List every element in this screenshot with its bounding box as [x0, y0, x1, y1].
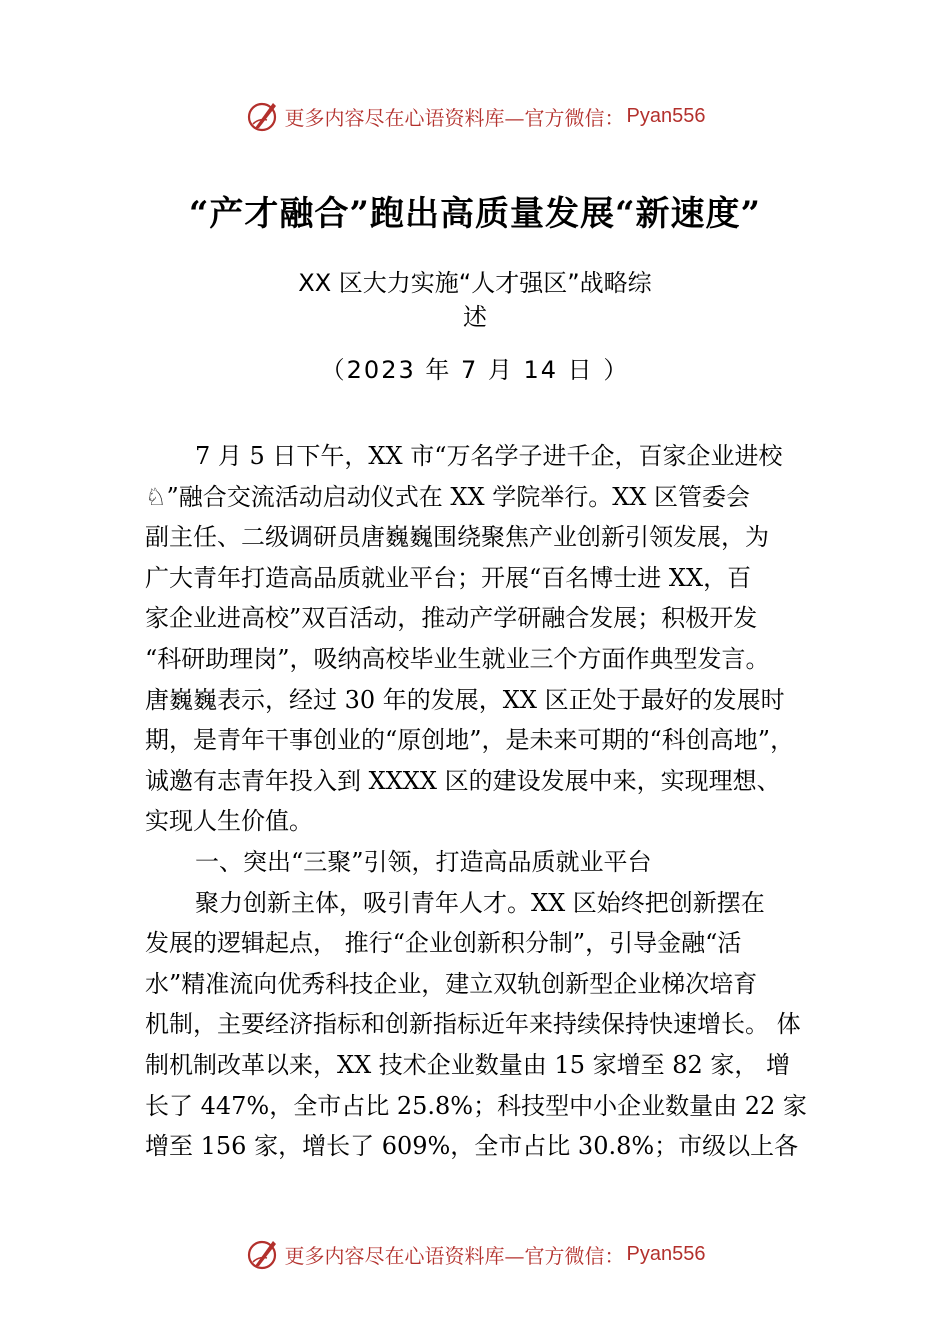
body-line: 制机制改革以来，XX 技术企业数量由 15 家增至 82 家， 增	[145, 1050, 791, 1079]
body-line: 7 月 5 日下午，XX 市“万名学子进千企，百家企业进校	[195, 442, 783, 470]
body-line: 长了 447%，全市占比 25.8%；科技型中小企业数量由 22 家	[145, 1091, 807, 1120]
body-line: 诚邀有志青年投入到 XXXX 区的建设发展中来，实现理想、	[145, 766, 781, 795]
document-title: “产才融合”跑出高质量发展“新速度”	[188, 194, 762, 234]
body-line: 期，是青年干事创业的“原创地”，是未来可期的“科创高地”，	[145, 726, 795, 755]
body-line: 副主任、二级调研员唐巍巍围绕聚焦产业创新引领发展，为	[145, 523, 769, 552]
document-subtitle-line1: XX 区大力实施“人才强区”战略综	[298, 269, 652, 297]
document-body	[145, 436, 830, 1167]
section-heading: 一、突出“三聚”引领，打造高品质就业平台	[195, 847, 652, 876]
document-date: （2023 年 7 月 14 日 ）	[320, 356, 630, 384]
banner-text: 更多内容尽在心语资料库—官方微信：	[284, 1243, 625, 1268]
footer-banner	[0, 1234, 950, 1274]
wechat-id: Pyan556	[626, 104, 706, 127]
document-subtitle-line2: 述	[463, 303, 487, 331]
body-line: “科研助理岗”，吸纳高校毕业生就业三个方面作典型发言。	[145, 644, 770, 673]
body-line: 实现人生价值。	[145, 807, 313, 836]
wechat-id: Pyan556	[626, 1242, 706, 1265]
body-line: ♘”融合交流活动启动仪式在 XX 学院举行。XX 区管委会	[145, 482, 751, 511]
quill-logo-icon	[245, 1236, 281, 1272]
body-line: 发展的逻辑起点， 推行“企业创新积分制”，引导金融“活	[145, 929, 742, 958]
header-banner	[0, 96, 950, 136]
body-line: 家企业进高校”双百活动，推动产学研融合发展；积极开发	[145, 604, 758, 633]
quill-logo-icon	[245, 98, 281, 134]
body-line: 广大青年打造高品质就业平台；开展“百名博士进 XX，百	[145, 563, 752, 592]
body-line: 增至 156 家，增长了 609%，全市占比 30.8%；市级以上各	[145, 1132, 799, 1161]
banner-text: 更多内容尽在心语资料库—官方微信：	[284, 105, 625, 130]
body-line: 水”精准流向优秀科技企业，建立双轨创新型企业梯次培育	[145, 969, 758, 998]
body-line: 唐巍巍表示，经过 30 年的发展，XX 区正处于最好的发展时	[145, 685, 785, 714]
body-line: 聚力创新主体，吸引青年人才。XX 区始终把创新摆在	[195, 888, 765, 917]
body-line: 机制，主要经济指标和创新指标近年来持续保持快速增长。 体	[145, 1010, 801, 1039]
